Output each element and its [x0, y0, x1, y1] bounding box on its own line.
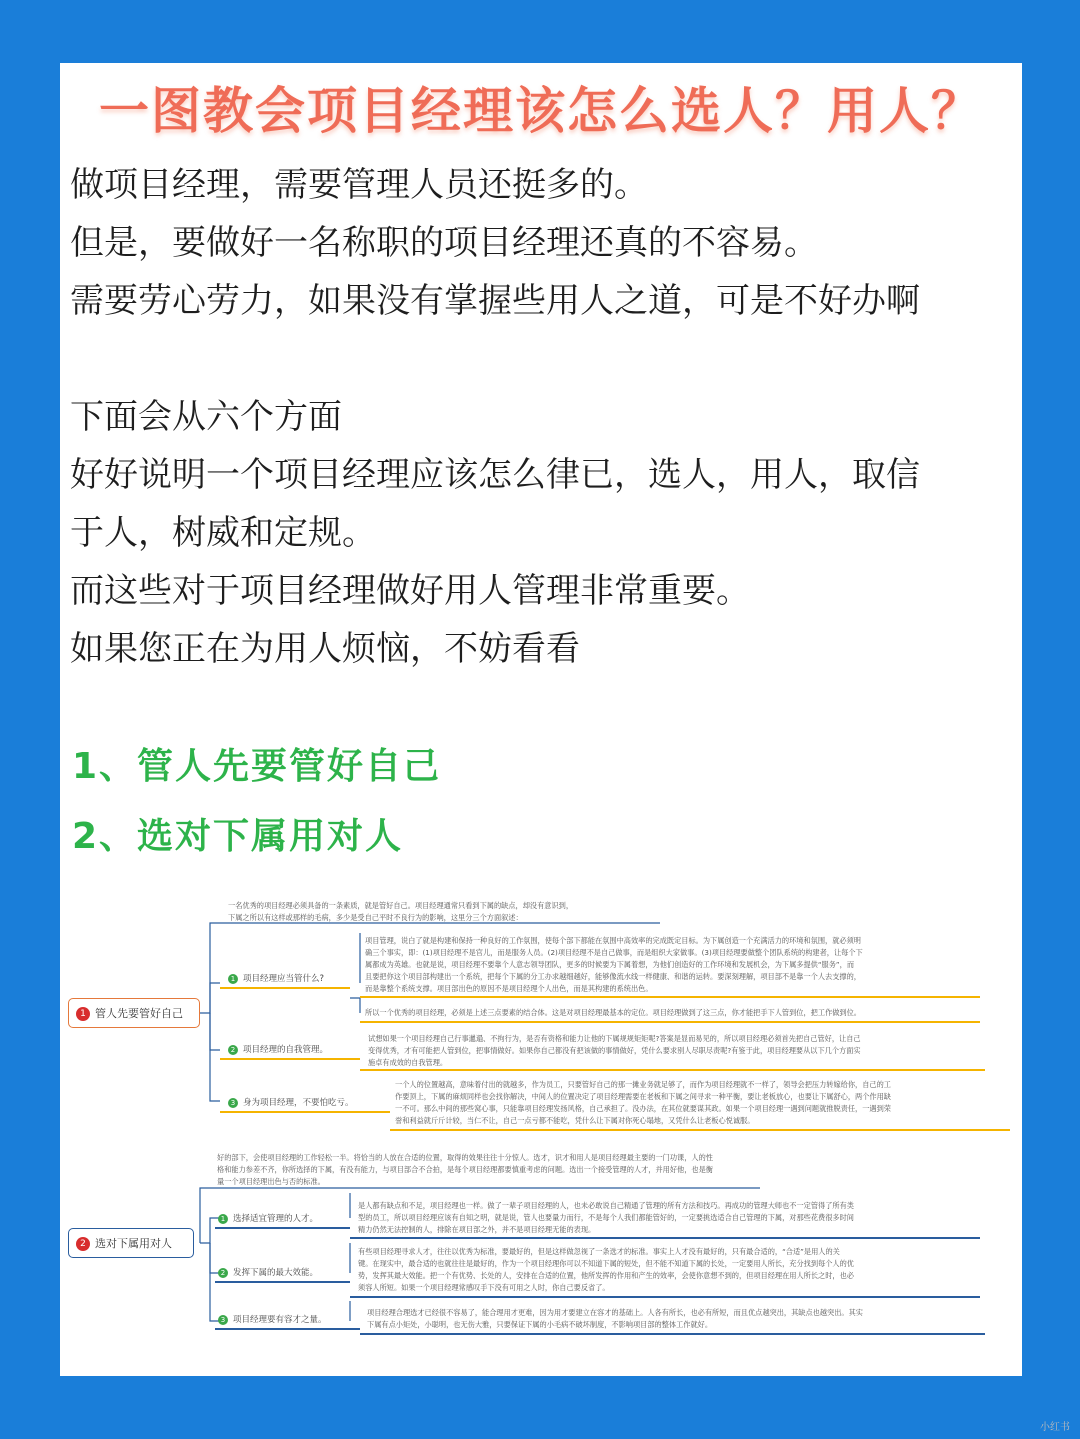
- mindmap-2-child-1: 1 选择适宜管理的人才。: [218, 1212, 318, 1224]
- intro-line: 而这些对于项目经理做好用人管理非常重要。: [70, 571, 750, 611]
- mindmap-1-child-1: 1 项目经理应当管什么?: [228, 972, 324, 984]
- intro-line: 但是，要做好一名称职的项目经理还真的不容易。: [70, 223, 818, 263]
- section-heading-2: 2、选对下属用对人: [72, 816, 404, 857]
- watermark: 小红书: [1040, 1422, 1070, 1433]
- mindmap-1-child-2-text: 试想如果一个项目经理自己行事邋遢、不拘行为，是否有资格和能力让他的下属规规矩矩呢?答案是显而易见的，所以项目经理必须首先把自己管好，让自己 变得优秀，才有可能把人管到位，把事情做好。如果你自己都没有把该做的事情做好，凭什么要求别人尽职尽责呢?有鉴于此，项目经理要从以下几个方面实 施卓有成效的自我管理。: [368, 1034, 861, 1067]
- mindmap-1-child-3-text: 一个人的位置越高，意味着付出的就越多，作为员工，只要管好自己的那一摊业务就足够了，而作为项目经理就不一样了，领导会把压力转嫁给你，自己的工 作要顶上，下属的麻烦同样也会找你解决，中间人的位置决定了项目经理需要在老板和下属之间寻求一种平衡，要让老板放心，也要让下属舒心，两个作用缺 一不可。那么中间的那些窝心事，只能靠项目经理发扬风格，自己承担了。没办法，在其位就要谋其政。如果一个项目经理一遇到问题就推脱责任，一遇到荣 誉和利益就斤斤计较，当仁不让，自己一点亏都不能吃，凭什么让下属对你死心塌地，又凭什么让老板心悦诚服。: [395, 1080, 891, 1125]
- intro-line: 如果您正在为用人烦恼，不妨看看: [70, 629, 580, 669]
- mindmap-root-2: 2 选对下属用对人: [68, 1228, 194, 1258]
- intro-line: 于人，树威和定规。: [70, 513, 376, 553]
- section-heading-1: 1、管人先要管好自己: [72, 746, 442, 787]
- intro-line: 做项目经理，需要管理人员还挺多的。: [70, 165, 648, 205]
- page-title: 一图教会项目经理该怎么选人？用人？: [99, 82, 983, 140]
- mindmap-1-child-3: 3 身为项目经理，不要怕吃亏。: [228, 1096, 354, 1108]
- intro-line: 需要劳心劳力，如果没有掌握些用人之道，可是不好办啊: [70, 281, 920, 321]
- intro-line: 下面会从六个方面: [70, 397, 342, 437]
- mindmap-2-intro: 好的部下，会使项目经理的工作轻松一半。将恰当的人放在合适的位置，取得的效果往往十分惊人。选才，识才和用人是项目经理最主要的一门功课，人的性 格和能力参差不齐，你所选择的下属，有没有能力，与项目部合不合拍，是每个项目经理都要慎重考虑的问题。选出一个接受管理的人才，并用好他，也是衡 量一个项目经理出色与否的标准。: [217, 1153, 713, 1186]
- mindmap-2-child-1-text: 是人都有缺点和不足，项目经理也一样。做了一辈子项目经理的人，也未必敢说自己精通了管理的所有方法和技巧。再成功的管理大师也不一定管得了所有类 型的员工，所以项目经理应该有自知之明，就是说，管人也要量力而行，不是每个人我们都能管好的，一定要挑选适合自己管理的下属，对那些花费很多时间 精力仍然无法控制的人，排除在项目部之外，并不是项目经理无能的表现。: [358, 1201, 854, 1234]
- mindmap-2-child-3-text: 项目经理合理选才已经很不容易了，能合理用才更难，因为用才要建立在容才的基础上。人各有所长，也必有所短，而且优点越突出，其缺点也越突出。其实 下属有点小矩处，小聪明，也无伤大雅，只要保证下属的小毛病不破坏制度，不影响项目部的整体工作就好。: [367, 1308, 863, 1329]
- intro-line: 好好说明一个项目经理应该怎么律已，选人，用人，取信: [70, 455, 920, 495]
- mindmap-1-child-1-text: 项目管理，说白了就是构建和保持一种良好的工作氛围，使每个部下都能在氛围中高效率的完成既定目标。为下属创造一个充满活力的环境和氛围，就必须明 确三个事实，即：(1)项目经理不是官儿，而是服务人员。(2)项目经理不是自己做事，而是组织大家做事。(3)项目经理要做整个团队系统的构建者，让每个下 属都成为英雄。也就是说，项目经理不要靠个人意志领导团队，更多的时候要为下属着想，为他们创造好的工作环境和发展机会，为下属多提供“服务”，而 且要把你这个项目部构建出一个系统，把每个下属的分工办求越细越好，能够像流水线一样健康、和谐的运转。要深刻理解，项目部不是靠一个人去支撑的， 而是靠整个系统支撑。项目部出色的原因不是项目经理个人出色，而是其构建的系统出色。: [365, 936, 863, 993]
- mindmap-2-child-2: 2 发挥下属的最大效能。: [218, 1266, 318, 1278]
- mindmap-2-child-2-text: 有些项目经理寻求人才，往往以优秀为标准，要最好的，但是这样做忽视了一条选才的标准。事实上人才没有最好的，只有最合适的，“合适”是用人的关 键。在现实中，最合适的也就往往是最好的，作为一个项目经理你可以不知道下属的短处，但不能不知道下属的长处，一定要用人所长，充分找到每个人的优 势，发挥其最大效能。把一个有优势、长处的人，安排在合适的位置，他所发挥的作用和产生的效率，会使你意想不到的，但项目经理在用人所长之时，也必 须容人所短。如果一个项目经理常感叹手下没有可用之人时，你自己要反省了。: [358, 1247, 854, 1292]
- content-card: [60, 63, 1022, 1376]
- mindmap-1-child-2: 2 项目经理的自我管理。: [228, 1043, 328, 1055]
- mindmap-2-child-3: 3 项目经理要有容才之量。: [218, 1313, 327, 1325]
- mindmap-root-1: 1 管人先要管好自己: [68, 998, 200, 1028]
- mindmap-1-child-1-extra: 所以一个优秀的项目经理，必须是上述三点要素的结合体。这是对项目经理最基本的定位。项目经理做到了这三点，你才能把手下人管到位，把工作做到位。: [365, 1008, 861, 1017]
- mindmap-1-intro: 一名优秀的项目经理必须具备的一条素质，就是管好自己。项目经理通常只看到下属的缺点，却没有意识到， 下属之所以有这样或那样的毛病，多少是受自己平时不良行为的影响，这里分三个方面叙述：: [228, 901, 574, 922]
